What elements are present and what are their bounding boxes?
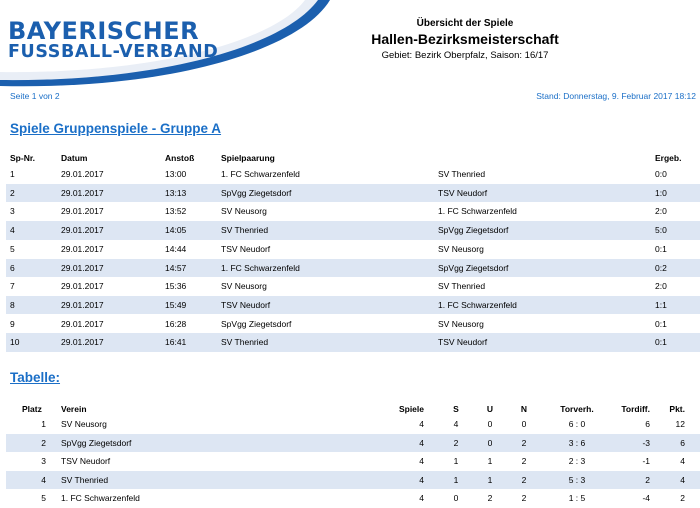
draws: 1	[487, 474, 493, 485]
losses: 2	[521, 493, 527, 503]
table-row	[6, 471, 700, 490]
game-date: 29.01.2017	[61, 299, 104, 310]
games-played: 4	[419, 493, 424, 503]
game-time: 15:49	[165, 299, 187, 310]
wins: 0	[453, 493, 459, 503]
game-time: 14:05	[165, 225, 187, 236]
wins: 1	[453, 474, 459, 485]
home-team: SpVgg Ziegetsdorf	[221, 187, 292, 198]
goal-difference: 2	[645, 474, 650, 485]
game-date: 29.01.2017	[61, 206, 104, 217]
home-team: TSV Neudorf	[221, 243, 271, 254]
col-header-wins: S	[453, 404, 459, 414]
away-team: TSV Neudorf	[438, 337, 488, 348]
goal-ratio: 6 : 0	[568, 419, 586, 429]
standings-section-title: Tabelle:	[10, 370, 61, 385]
games-section-title: Spiele Gruppenspiele - Gruppe A	[10, 121, 222, 136]
table-row	[6, 434, 700, 453]
game-number: 7	[10, 281, 15, 292]
goal-ratio: 1 : 5	[568, 493, 586, 503]
timestamp: Stand: Donnerstag, 9. Februar 2017 18:12	[536, 91, 696, 101]
game-time: 15:36	[165, 281, 187, 292]
losses: 2	[521, 456, 527, 466]
goal-ratio: 3 : 6	[568, 437, 586, 448]
page-info: Seite 1 von 2	[10, 91, 60, 101]
game-time: 14:44	[165, 243, 187, 254]
table-row	[6, 240, 700, 259]
standing-place: 4	[41, 474, 46, 485]
col-header-losses: N	[520, 404, 528, 414]
table-row	[6, 315, 700, 334]
table-row	[6, 452, 700, 471]
table-row	[6, 202, 700, 221]
points: 6	[680, 437, 685, 448]
club-name: SV Thenried	[61, 474, 109, 485]
home-team: TSV Neudorf	[221, 299, 271, 310]
away-team: SpVgg Ziegetsdorf	[438, 225, 509, 236]
col-header-goal-diff: Tordiff.	[621, 404, 650, 414]
game-date: 29.01.2017	[61, 169, 104, 179]
game-date: 29.01.2017	[61, 187, 104, 198]
goal-difference: 6	[645, 419, 650, 429]
standing-place: 1	[41, 419, 46, 429]
col-header-club: Verein	[61, 404, 87, 414]
game-date: 29.01.2017	[61, 281, 104, 292]
game-result: 0:1	[655, 337, 667, 348]
standing-place: 3	[41, 456, 46, 466]
home-team: SV Thenried	[221, 337, 269, 348]
club-name: 1. FC Schwarzenfeld	[61, 493, 140, 503]
game-number: 1	[10, 169, 15, 179]
standing-place: 2	[41, 437, 46, 448]
table-row	[6, 489, 700, 508]
game-result: 5:0	[655, 225, 667, 236]
table-row	[6, 184, 700, 203]
goal-ratio: 5 : 3	[568, 474, 586, 485]
logo-line-2: FUSSBALL-VERBAND	[8, 42, 219, 62]
game-result: 2:0	[655, 206, 667, 217]
table-row	[6, 277, 700, 296]
game-result: 0:0	[655, 169, 667, 179]
games-played: 4	[419, 419, 424, 429]
game-result: 1:0	[655, 187, 667, 198]
game-number: 5	[10, 243, 15, 254]
game-time: 13:52	[165, 206, 187, 217]
home-team: SV Neusorg	[221, 281, 267, 292]
page-title: Hallen-Bezirksmeisterschaft	[371, 31, 559, 47]
game-date: 29.01.2017	[61, 225, 104, 236]
goal-ratio: 2 : 3	[568, 456, 586, 466]
col-header-date: Datum	[61, 153, 88, 163]
losses: 2	[521, 437, 527, 448]
points: 12	[675, 419, 685, 429]
goal-difference: -1	[642, 456, 650, 466]
game-date: 29.01.2017	[61, 337, 104, 348]
points: 4	[680, 456, 685, 466]
game-result: 0:1	[655, 243, 667, 254]
games-played: 4	[419, 456, 424, 466]
game-time: 16:28	[165, 318, 187, 329]
game-date: 29.01.2017	[61, 243, 104, 254]
game-result: 2:0	[655, 281, 667, 292]
game-time: 14:57	[165, 262, 187, 273]
club-name: SV Neusorg	[61, 419, 107, 429]
document-type: Übersicht der Spiele	[416, 18, 514, 29]
goal-difference: -4	[642, 493, 650, 503]
col-header-points: Pkt.	[669, 404, 685, 414]
table-row	[6, 221, 700, 240]
wins: 2	[453, 437, 459, 448]
col-header-pairing: Spielpaarung	[221, 153, 275, 163]
losses: 0	[521, 419, 527, 429]
wins: 4	[453, 419, 459, 429]
table-row	[6, 415, 700, 434]
points: 4	[680, 474, 685, 485]
home-team: SV Neusorg	[221, 206, 267, 217]
wins: 1	[453, 456, 459, 466]
logo-line-1: BAYERISCHER	[8, 17, 200, 45]
game-number: 8	[10, 299, 15, 310]
game-number: 2	[10, 187, 15, 198]
table-row	[6, 259, 700, 278]
home-team: SpVgg Ziegetsdorf	[221, 318, 292, 329]
goal-difference: -3	[642, 437, 650, 448]
away-team: SV Thenried	[438, 169, 486, 179]
game-date: 29.01.2017	[61, 262, 104, 273]
draws: 2	[487, 493, 493, 503]
points: 2	[680, 493, 685, 503]
away-team: SpVgg Ziegetsdorf	[438, 262, 509, 273]
away-team: SV Neusorg	[438, 318, 484, 329]
game-number: 4	[10, 225, 15, 236]
table-row	[6, 333, 700, 352]
home-team: 1. FC Schwarzenfeld	[221, 169, 300, 179]
game-number: 3	[10, 206, 15, 217]
col-header-draws: U	[486, 404, 494, 414]
col-header-goals: Torverh.	[560, 404, 594, 414]
game-result: 0:1	[655, 318, 667, 329]
standing-place: 5	[41, 493, 46, 503]
table-row	[6, 165, 700, 184]
col-header-games: Spiele	[398, 404, 424, 414]
game-number: 10	[10, 337, 20, 348]
away-team: TSV Neudorf	[438, 187, 488, 198]
game-result: 1:1	[655, 299, 667, 310]
away-team: SV Thenried	[438, 281, 486, 292]
col-header-nr: Sp-Nr.	[10, 153, 36, 163]
game-time: 16:41	[165, 337, 187, 348]
away-team: 1. FC Schwarzenfeld	[438, 299, 517, 310]
club-name: TSV Neudorf	[61, 456, 111, 466]
col-header-time: Anstoß	[165, 153, 195, 163]
game-date: 29.01.2017	[61, 318, 104, 329]
draws: 1	[487, 456, 493, 466]
page-subtitle: Gebiet: Bezirk Oberpfalz, Saison: 16/17	[381, 50, 549, 61]
game-time: 13:00	[165, 169, 187, 179]
losses: 2	[521, 474, 527, 485]
col-header-result: Ergeb.	[655, 153, 682, 163]
col-header-place: Platz	[22, 404, 42, 414]
game-time: 13:13	[165, 187, 187, 198]
draws: 0	[487, 437, 493, 448]
game-number: 6	[10, 262, 15, 273]
game-result: 0:2	[655, 262, 667, 273]
game-number: 9	[10, 318, 15, 329]
games-played: 4	[419, 474, 424, 485]
games-played: 4	[419, 437, 424, 448]
club-name: SpVgg Ziegetsdorf	[61, 437, 132, 448]
home-team: SV Thenried	[221, 225, 269, 236]
home-team: 1. FC Schwarzenfeld	[221, 262, 300, 273]
table-row	[6, 296, 700, 315]
away-team: 1. FC Schwarzenfeld	[438, 206, 517, 217]
away-team: SV Neusorg	[438, 243, 484, 254]
draws: 0	[487, 419, 493, 429]
